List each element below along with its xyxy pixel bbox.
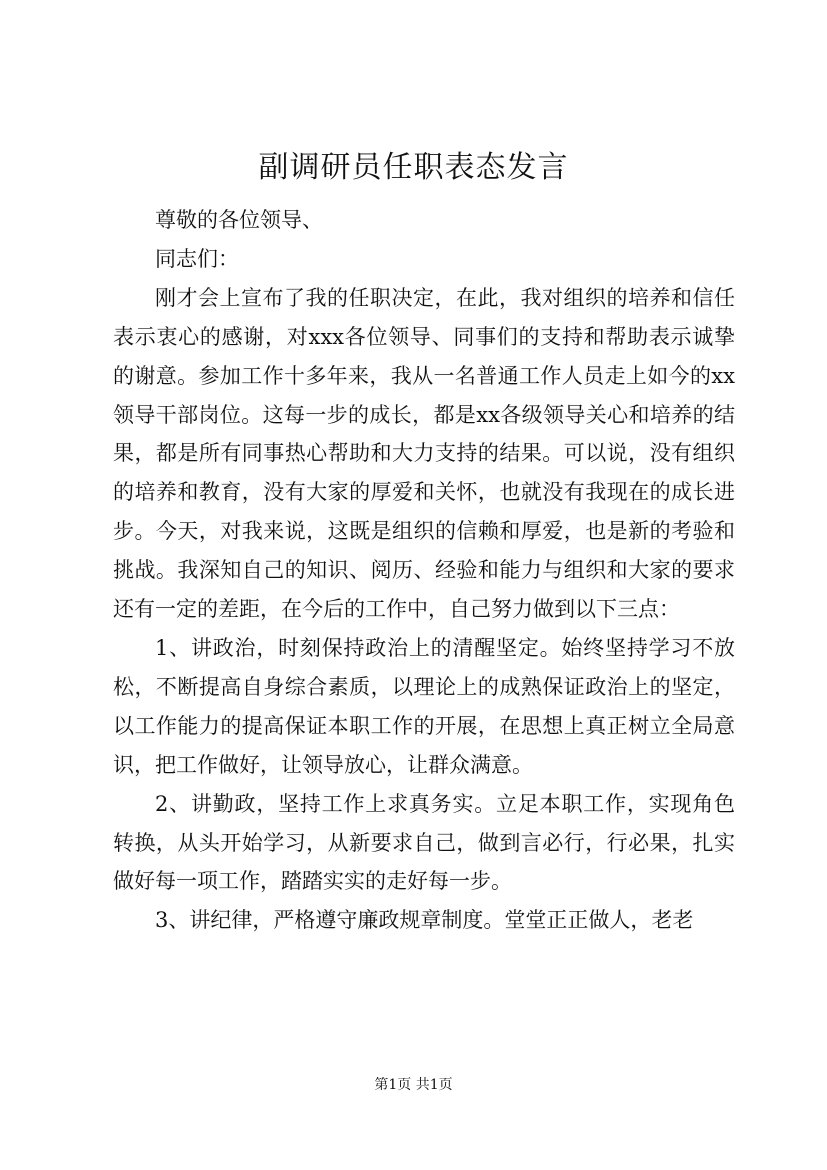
salutation-line-1: 尊敬的各位领导、 xyxy=(155,208,323,232)
body-paragraph-intro: 刚才会上宣布了我的任职决定，在此，我对组织的培养和信任表示衷心的感谢，对xxx各位领导、同事们的支持和帮助表示诚挚的谢意。参加工作十多年来，我从一名普通工作人员走上如今的xx领导干部岗位。这每一步的成长，都是xx各级领导关心和培养的结果，都是所有同事热心帮助和大力支持的结果。可以说，没有组织的培养和教育，没有大家的厚爱和关怀，也就没有我现在的成长进步。今天，对我来说，这既是组织的信赖和厚爱，也是新的考验和挑战。我深知自己的知识、阅历、经验和能力与组织和大家的要求还有一定的差距，在今后的工作中，自己努力做到以下三点： xyxy=(113,285,735,622)
body-paragraph-point-2: 2、讲勤政，坚持工作上求真务实。立足本职工作，实现角色转换，从头开始学习，从新要求自己，做到言必行，行必果，扎实做好每一项工作，踏踏实实的走好每一步。 xyxy=(113,791,735,894)
document-body xyxy=(113,201,735,940)
document-title: 副调研员任职表态发言 xyxy=(258,150,569,185)
salutation-line-2: 同志们： xyxy=(155,246,239,271)
page-number: 第1页 共1页 xyxy=(374,1077,453,1093)
page-footer xyxy=(0,1075,827,1095)
body-paragraph-point-3: 3、讲纪律，严格遵守廉政规章制度。堂堂正正做人，老老 xyxy=(155,908,694,933)
body-paragraph-point-1: 1、讲政治，时刻保持政治上的清醒坚定。始终坚持学习不放松，不断提高自身综合素质，以理论上的成熟保证政治上的坚定，以工作能力的提高保证本职工作的开展，在思想上真正树立全局意识，把工作做好，让领导放心，让群众满意。 xyxy=(113,635,735,777)
